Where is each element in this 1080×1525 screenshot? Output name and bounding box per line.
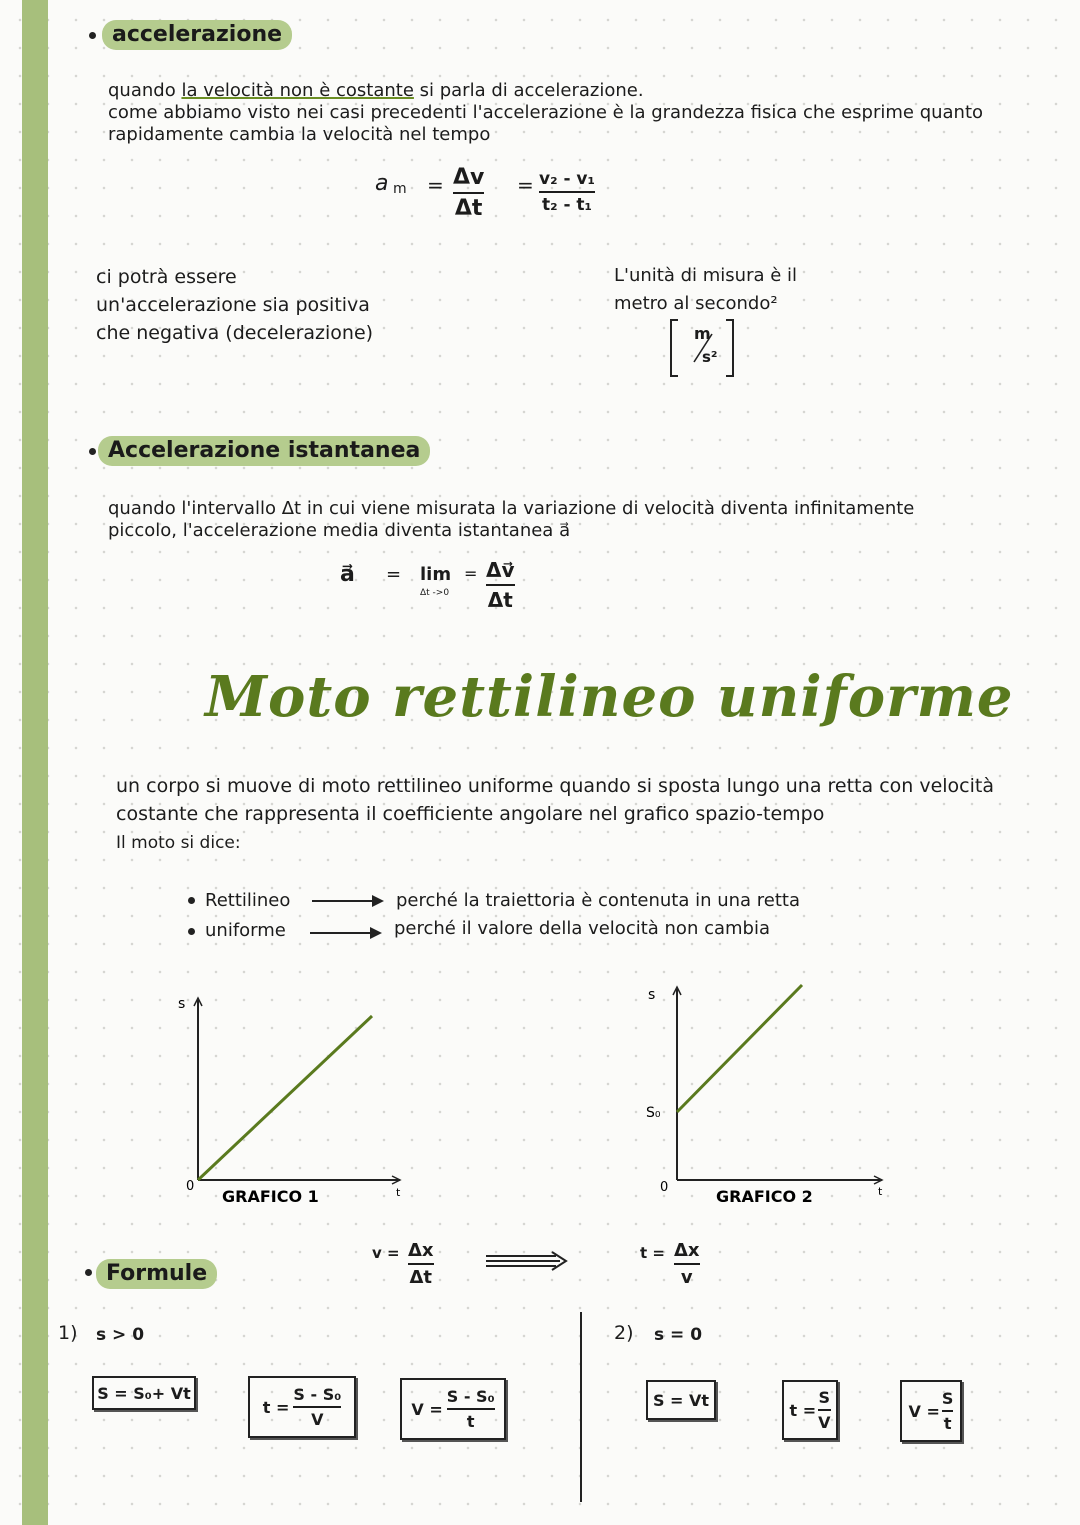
note-left-1: ci potrà essere	[96, 266, 237, 288]
istantanea-line-1: quando l'intervallo Δt in cui viene misurata la variazione di velocità diventa infinitamente	[108, 498, 915, 519]
fraction-dx-v: Δx v	[674, 1240, 700, 1288]
formula-equals-1: =	[427, 173, 444, 197]
unit-bracket	[668, 318, 738, 378]
bullet	[188, 928, 195, 935]
formula-v-lhs: v =	[372, 1244, 400, 1262]
case1-number: 1)	[58, 1322, 78, 1344]
bullet	[89, 32, 96, 39]
bullet	[85, 1269, 92, 1276]
istantanea-line-2: piccolo, l'accelerazione media diventa istantanea a⃗	[108, 520, 571, 541]
item-uniforme-desc: perché il valore della velocità non cambia	[394, 918, 770, 939]
item-rettilineo-label: Rettilineo	[205, 890, 291, 911]
graph2-caption: GRAFICO 2	[716, 1187, 813, 1206]
formula-t	[640, 1240, 740, 1290]
fraction-v-case2: $\frac{S}{t}$	[941, 1389, 954, 1433]
moto-line-2: costante che rappresenta il coefficiente angolare nel grafico spazio-tempo	[116, 803, 825, 825]
heading-accelerazione: accelerazione	[102, 20, 292, 50]
graph1-caption: GRAFICO 1	[222, 1187, 319, 1206]
unit-denominator: s²	[702, 348, 718, 366]
fraction-dx-dt: Δx Δt	[408, 1240, 434, 1288]
graph2-x-label: t	[878, 1185, 883, 1198]
vertical-divider	[580, 1312, 582, 1502]
graph1-origin: 0	[186, 1179, 195, 1194]
formula-symbol-a: a	[375, 171, 389, 196]
implies-arrow-icon	[486, 1250, 570, 1272]
case1-condition: s > 0	[96, 1325, 145, 1345]
formula-vector-a: a⃗	[340, 562, 355, 587]
accel-line-3: rapidamente cambia la velocità nel tempo	[108, 124, 491, 145]
note-left-3: che negativa (decelerazione)	[96, 322, 374, 344]
unit-line-2: metro al secondo²	[614, 293, 778, 314]
graph2-s0-label: S₀	[646, 1105, 661, 1121]
graph1-x-label: t	[396, 1186, 401, 1199]
unit-numerator: m	[694, 324, 711, 343]
formula-box-t-case2: t = $\frac{S}{V}$	[782, 1380, 838, 1440]
case2-number: 2)	[614, 1322, 634, 1344]
fraction-v-t: v₂ - v₁ t₂ - t₁	[539, 169, 595, 215]
graph-2	[640, 975, 900, 1210]
graph1-line	[198, 1016, 372, 1180]
accel-line-2: come abbiamo visto nei casi precedenti l'accelerazione è la grandezza fisica che esprime quanto	[108, 102, 984, 123]
formula-subscript-m: m	[393, 181, 407, 197]
heading-accelerazione-istantanea: Accelerazione istantanea	[98, 436, 430, 466]
fraction-v-case1: $\frac{\text{S - S₀}}{t}$	[446, 1387, 495, 1431]
graph-1	[170, 990, 420, 1210]
formula-equals-2: =	[517, 173, 534, 197]
note-left-2: un'accelerazione sia positiva	[96, 294, 370, 316]
accel-line-1: quando la velocità non è costante si parla di accelerazione.	[108, 80, 644, 101]
formula-box-v-case2: V = $\frac{S}{t}$	[900, 1380, 962, 1442]
item-rettilineo-desc: perché la traiettoria è contenuta in una retta	[396, 890, 800, 911]
graph2-origin: 0	[660, 1180, 669, 1195]
graph2-y-label: s	[648, 987, 656, 1003]
margin-stripe	[22, 0, 48, 1525]
formula-box-s-s0-vt: S = S₀+ Vt	[92, 1376, 196, 1410]
fraction-dv-dt: Δv Δt	[453, 165, 485, 221]
fraction-t-case1: $\frac{\text{S - S₀}}{V}$	[293, 1385, 342, 1429]
graph2-line	[677, 985, 802, 1112]
formula-equals-2: =	[464, 564, 478, 583]
unit-line-1: L'unità di misura è il	[614, 265, 798, 286]
istantanea-formula	[340, 558, 540, 618]
arrow-right-icon	[312, 893, 384, 909]
formula-lim: lim	[420, 564, 452, 585]
formula-lim-sub: Δt ->0	[420, 588, 450, 598]
item-uniforme-label: uniforme	[205, 920, 286, 941]
bullet	[89, 448, 96, 455]
accel-formula	[375, 165, 635, 225]
page-title: Moto rettilineo uniforme	[205, 664, 1014, 730]
bullet	[188, 897, 195, 904]
graph1-y-label: s	[178, 996, 186, 1012]
formula-t-lhs: t =	[640, 1244, 665, 1262]
arrow-right-icon	[310, 925, 382, 941]
formula-box-t-case1: t = $\frac{\text{S - S₀}}{V}$	[248, 1376, 356, 1438]
moto-line-3: Il moto si dice:	[116, 833, 241, 853]
formula-v	[372, 1240, 472, 1290]
moto-line-1: un corpo si muove di moto rettilineo uniforme quando si sposta lungo una retta con velocità	[116, 775, 994, 797]
formula-box-v-case1: V = $\frac{\text{S - S₀}}{t}$	[400, 1378, 506, 1440]
formula-equals: =	[386, 564, 402, 585]
formula-box-s-vt: S = Vt	[646, 1380, 716, 1420]
fraction-dv-dt-vector: Δv⃗ Δt	[486, 558, 515, 612]
case2-condition: s = 0	[654, 1325, 703, 1345]
fraction-t-case2: $\frac{S}{V}$	[818, 1388, 831, 1432]
heading-formule: Formule	[96, 1259, 217, 1289]
